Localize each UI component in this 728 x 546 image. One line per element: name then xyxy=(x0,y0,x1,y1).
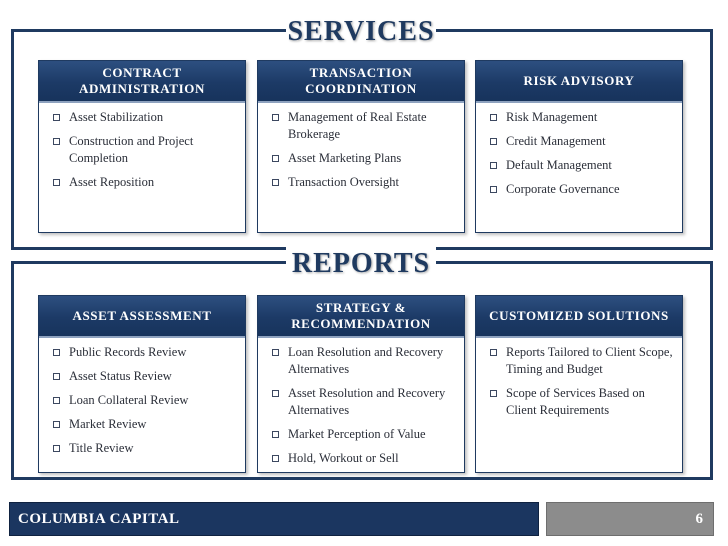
card-contract-administration xyxy=(38,60,246,233)
checkbox-bullet-icon xyxy=(490,186,497,193)
list-item: Loan Resolution and Recovery Alternatives xyxy=(272,344,458,378)
list-item: Transaction Oversight xyxy=(272,174,458,191)
footer-brand: COLUMBIA CAPITAL xyxy=(18,511,180,527)
card-header-line1: STRATEGY & xyxy=(315,300,407,315)
card-item-list xyxy=(39,338,245,457)
list-item: Reports Tailored to Client Scope, Timing and Budget xyxy=(490,344,676,378)
card-header xyxy=(476,61,682,103)
checkbox-bullet-icon xyxy=(272,390,279,397)
card-asset-assessment xyxy=(38,295,246,473)
checkbox-bullet-icon xyxy=(272,155,279,162)
card-header-line1: CUSTOMIZED SOLUTIONS xyxy=(489,308,669,323)
card-header xyxy=(476,296,682,338)
list-item: Loan Collateral Review xyxy=(53,392,239,409)
card-header xyxy=(258,296,464,338)
checkbox-bullet-icon xyxy=(272,179,279,186)
checkbox-bullet-icon xyxy=(53,114,60,121)
list-item: Asset Marketing Plans xyxy=(272,150,458,167)
checkbox-bullet-icon xyxy=(53,373,60,380)
card-header xyxy=(258,61,464,103)
checkbox-bullet-icon xyxy=(53,397,60,404)
card-header xyxy=(39,296,245,338)
checkbox-bullet-icon xyxy=(490,138,497,145)
services-title: SERVICES xyxy=(286,14,436,50)
list-item: Scope of Services Based on Client Requirements xyxy=(490,385,676,419)
list-item: Corporate Governance xyxy=(490,181,676,198)
list-item: Public Records Review xyxy=(53,344,239,361)
checkbox-bullet-icon xyxy=(53,445,60,452)
card-risk-advisory xyxy=(475,60,683,233)
checkbox-bullet-icon xyxy=(490,114,497,121)
card-strategy-recommendation xyxy=(257,295,465,473)
card-item-list xyxy=(476,338,682,419)
card-item-list xyxy=(476,103,682,198)
card-header-line1: ASSET ASSESSMENT xyxy=(72,308,212,323)
checkbox-bullet-icon xyxy=(53,421,60,428)
footer-page-bar xyxy=(546,502,714,536)
card-header-line1: TRANSACTION xyxy=(309,65,413,80)
card-transaction-coordination xyxy=(257,60,465,233)
list-item: Default Management xyxy=(490,157,676,174)
card-item-list xyxy=(39,103,245,191)
list-item: Asset Resolution and Recovery Alternatives xyxy=(272,385,458,419)
checkbox-bullet-icon xyxy=(272,114,279,121)
card-item-list xyxy=(258,103,464,191)
list-item: Market Perception of Value xyxy=(272,426,458,443)
page-number: 6 xyxy=(695,511,703,527)
list-item: Construction and Project Completion xyxy=(53,133,239,167)
card-header-line1: RISK ADVISORY xyxy=(523,73,635,88)
list-item: Asset Stabilization xyxy=(53,109,239,126)
footer-brand-bar xyxy=(9,502,539,536)
card-header xyxy=(39,61,245,103)
card-header-line1: CONTRACT xyxy=(102,65,182,80)
list-item: Management of Real Estate Brokerage xyxy=(272,109,458,143)
checkbox-bullet-icon xyxy=(53,349,60,356)
card-item-list xyxy=(258,338,464,467)
reports-title: REPORTS xyxy=(286,246,436,282)
card-header-line2: ADMINISTRATION xyxy=(79,81,205,96)
list-item: Title Review xyxy=(53,440,239,457)
checkbox-bullet-icon xyxy=(490,390,497,397)
list-item: Asset Status Review xyxy=(53,368,239,385)
checkbox-bullet-icon xyxy=(272,455,279,462)
checkbox-bullet-icon xyxy=(272,431,279,438)
card-customized-solutions xyxy=(475,295,683,473)
checkbox-bullet-icon xyxy=(490,349,497,356)
list-item: Hold, Workout or Sell xyxy=(272,450,458,467)
checkbox-bullet-icon xyxy=(53,138,60,145)
footer xyxy=(0,502,728,538)
list-item: Credit Management xyxy=(490,133,676,150)
list-item: Risk Management xyxy=(490,109,676,126)
card-header-line2: RECOMMENDATION xyxy=(291,316,431,331)
checkbox-bullet-icon xyxy=(53,179,60,186)
card-header-line2: COORDINATION xyxy=(305,81,417,96)
checkbox-bullet-icon xyxy=(272,349,279,356)
list-item: Asset Reposition xyxy=(53,174,239,191)
list-item: Market Review xyxy=(53,416,239,433)
checkbox-bullet-icon xyxy=(490,162,497,169)
